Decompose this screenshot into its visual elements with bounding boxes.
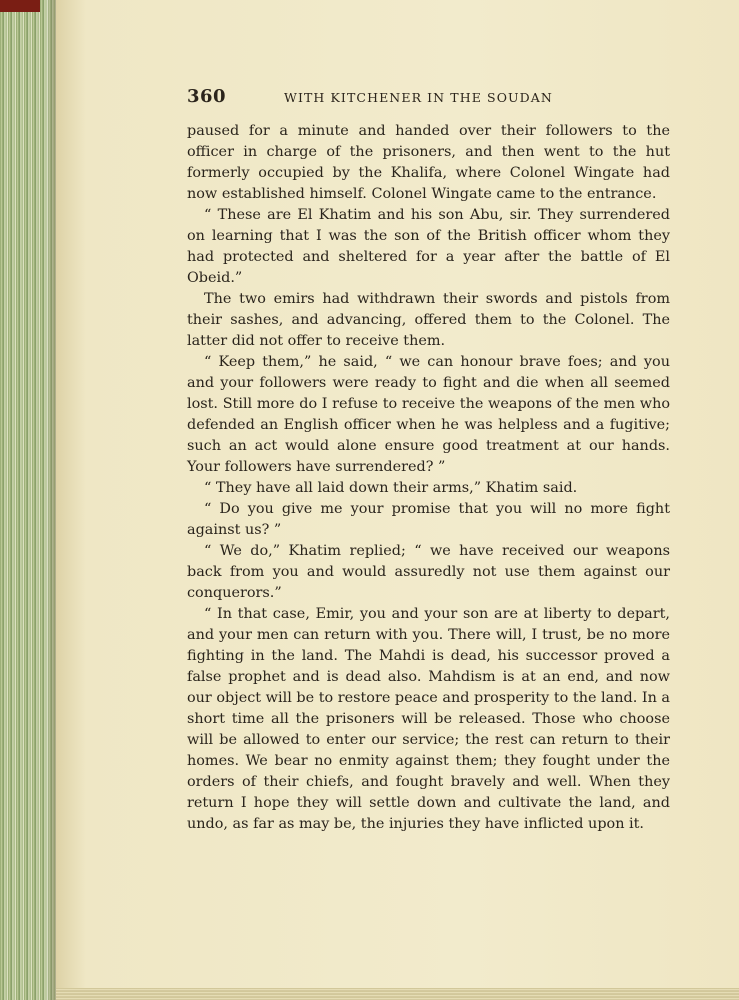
paragraph: “ Keep them,” he said, “ we can honour brave foes; and you and your followers were ready to fight and die when all seemed lost. Still more do I refuse to receive the weapons of the men who defended an English officer when he was helpless and a fugitive; such an act would alone ensure good treatment at our hands. Your followers have surrendered? ” bbox=[187, 354, 670, 475]
paragraph: paused for a minute and handed over their followers to the officer in charge of the prisoners, and then went to the hut formerly occupied by the Khalifa, where Colonel Wingate had now established himself. Colonel Wingate came to the entrance. bbox=[187, 123, 670, 202]
paragraph: The two emirs had withdrawn their swords and pistols from their sashes, and advancing, offered them to the Colonel. The latter did not offer to receive them. bbox=[187, 291, 670, 349]
page-number: 360 bbox=[187, 86, 227, 107]
page-bottom-edge bbox=[56, 988, 739, 1000]
paragraph: “ We do,” Khatim replied; “ we have received our weapons back from you and would assuredly not use them against our conquerors.” bbox=[187, 543, 670, 601]
paragraph: “ In that case, Emir, you and your son are at liberty to depart, and your men can return with you. There will, I trust, be no more fighting in the land. The Mahdi is dead, his successor proved a false prophet and is dead also. Mahdism is at an end, and now our object will be to restore peace and prosperity to the land. In a short time all the prisoners will be released. Those who choose will be allowed to enter our service; the rest can return to their homes. We bear no enmity against them; they fought under the orders of their chiefs, and fought bravely and well. When they return I hope they will settle down and cultivate the land, and undo, as far as may be, the injuries they have inflicted upon it. bbox=[187, 606, 670, 832]
paragraph: “ They have all laid down their arms,” Khatim said. bbox=[204, 480, 578, 496]
body-text bbox=[187, 121, 670, 835]
paragraph: “ Do you give me your promise that you will no more fight against us? ” bbox=[187, 501, 670, 538]
page-header bbox=[187, 86, 670, 108]
paragraph: “ These are El Khatim and his son Abu, sir. They surrendered on learning that I was the son of the British officer whom they had protected and sheltered for a year after the battle of El Obeid.” bbox=[187, 207, 670, 286]
book-spine-edge bbox=[0, 0, 56, 1000]
bookmark-ribbon bbox=[0, 0, 40, 12]
running-head: WITH KITCHENER IN THE SOUDAN bbox=[284, 90, 553, 105]
